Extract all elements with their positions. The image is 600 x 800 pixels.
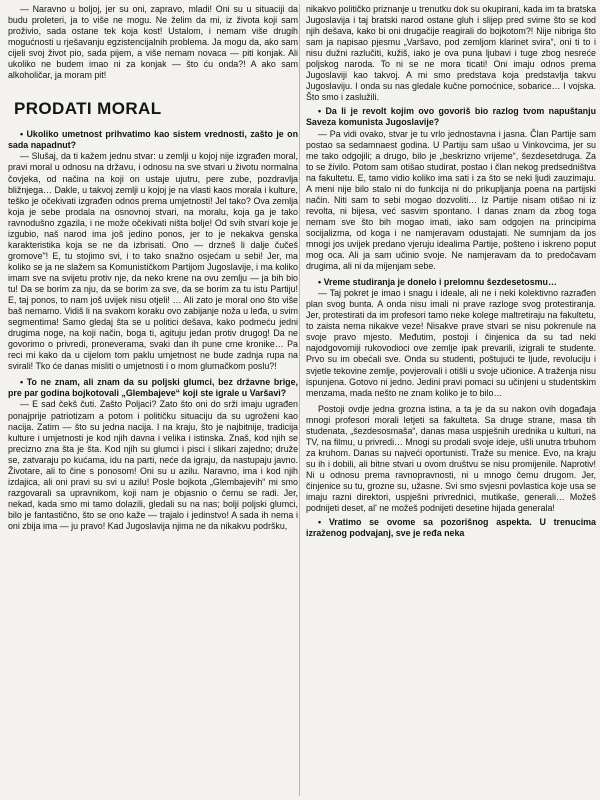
left-column <box>8 4 298 796</box>
right-column <box>306 4 596 796</box>
question-3: • Da li je revolt kojim ovo govoriš bio razlog tvom napuštanju Saveza komunista Jugoslavije? <box>306 106 596 128</box>
section-heading: PRODATI MORAL <box>14 99 162 119</box>
answer-1: — Slušaj, da ti kažem jednu stvar: u zemlji u kojoj nije izgrađen moral, pravi moral u odnosu na državu, i odnosu na sve stvari u životu normalna čovjeka, od načina na koji on ustaje ujutru, pere zube, pozdravlja bližnjega… Dakle, u takvoj zemlji u kojoj je na vlasti kaos morala i kulture, teško je očekivati izgrađen odnos prema umjetnosti! Jel tako? Ova zemlja koja je sebe prodala na osnovnoj stvari, na moralu, koja ga je tako ravnodušno zgazila, i ne može očekivati ništa bolje! Od svih stvari koje je izgubio, naš narod ima još jedino ponos, jer to je nekakva genska karakteristika koja se ne da izbrisati. Ono — drzneš li dalje čučeš gromove"! E, tu stojimo svi, i to tako snažno osjećam u sebi! Jer, ma koliko se ja ne slažem sa Komunističkom Partijom Jugoslavije, i ma koliko imam sve na svijetu protiv nje, da neko krene na ovu zemlju — ja bih bio tu! Da se borim za nju, da se borim za sve, da se borim za tu istu Partiju! E, taj ponos, to nam još uvijek nisu otjeli! … Ali zato je moral ono što više baš nemamo. Vidiš li na svakom koraku ovo zabijanje noža u leđa, u svim segmentima! Samo gledaj šta se u politici dešava, kako podmeću jedni drugima noge, na koji način, boga ti, agituju jedan protiv drugog! Da ne govorimo o privredi, proneverama, svaki dan ih pune crne kronike… Pa reci mi kako da u cijelom tom paklu umjetnost ne bude zadnja rupa na svirali! Tko će danas misliti o umjetnosti i o mom glumačkom poslu?! <box>8 151 298 372</box>
intro-paragraph: — Naravno u boljoj, jer su oni, zapravo, mladi! Oni su u situaciji da budu proleteri, ja to više ne mogu. Ne želim da mi, iz života koji sam proživio, sada ostane tek koja kost! Ustalom, i nemam više drugih mogućnosti u rješavanju egzistencijalnih problema. Ja mogu da, ako sam cijeli svoj život pio, sada pijem, a više nemam novaca — piti konjak. Ali ukoliko ne budem imao ni za konjak — što ću onda?! A ako sam alkoholičar, ja moram pit! <box>8 4 298 81</box>
answer-4-continued: Postoji ovdje jedna grozna istina, a ta je da su nakon ovih događaja mnogi profesori morali letjeti sa fakulteta. Sa druge strane, masa tih studenata, „šezdesosmaša“, danas masa uspješnih urednika u kulturi, na TV, na filmu, u privredi… Mnogi su prodali svoje ideje, ušli unutra trbuhom za kruhom. Danas su najveći oportunisti. Traže su menice. Evo, na kraju su ih i dobili, ali bitne stvari u ovom društvu se nisu promijenile. Naprotiv! Ni u odnosu prema ravnopravnosti, ni u mnogo čemu drugom. Jer, činjenice su tu, grozne su, užasne. Svi smo svjesni povlastica koje usa se imaju razni direktori, uspješni privrednici, mutikaše, generali… Možeš podnijeti deset, al' ne možeš podnijeti desetine hijada generala! <box>306 403 596 514</box>
answer-4: — Taj pokret je imao i snagu i ideale, ali ne i neki kolektivno razrađen plan svog bunta. A onda nisu imali ni prave razloge svog protestiranja. Jer, protestirati da im profesori tamo neke kolege maltretiraju na fakultetu, to zaista nema nikakve veze! Nisakve prave stvari se nisu pokrenule na svoje pravo mjesto. Međutim, postoji i činjenica da su tad neki najodgovorniji rukovodioci ove zemlje ipak prevarili, izigrali te studente. Prvo su im obećali sve. Onda su studenti, poštujući te ljude, revoluciju i svjetle tekovine zemlje, povjerovali i otišli u svoje učionice. A traženja nisu ispunjena. Gotovo ni jedno. Jedini pravi pomaci su učinjeni u studentskim menzama, mada nešto ne znam koliko je to bilo… <box>306 288 596 398</box>
question-4: • Vreme studiranja je donelo i prelomnu šezdesetosmu… <box>318 277 557 288</box>
column-divider <box>299 4 300 796</box>
question-5: • Vratimo se ovome sa pozorišnog aspekta. U trenucima izraženog podvajanj, sve je ređa neka <box>306 517 596 539</box>
answer-2: — E sad čekš čuti. Zašto Poljaci? Zato što oni do srži imaju ugrađen ponajprije patriotizam a potom i političku situaciju da su ugroženi kao nacija. Zatim — što su jedna nacija. I na kraju, što je najbitnije, tradicija kulture i umjetnosti je kod njih davna i velika i istinska. Znaš, kod njih se precizno zna šta je šta. Kod njih su glumci i pisci i slikari zajedno; druže se, zatvaraju po kućama, idu na parti, neće da igraju, da nastupaju javno. Životare, ali to čine s ponosom! Oni su u azilu. Naravno, ima i kod njih izdajica, ali oni pravi su svi u azilu! Posle bojkota „Glembajevih“ mi smo razgovarali sa upravnikom, koji nam je objasnio o čemu se radi. Jer, nekad, kada smo mi tamo dolazili, gledali su na nas; bolji poljski glumci, bilo je fantastično, što se ono kaže — trajalo i jedinstvo! A sada ih nema i oni zbija ima — ju pravo! Kad Jugoslavija njima ne da nikakvu podršku, <box>8 399 298 531</box>
continued-paragraph: nikakvo političko priznanje u trenutku dok su okupirani, kada im ta bratska Jugoslavija i taj bratski narod ostane gluh i slijep pred svime što se kod njih dešava, kako bi oni drugačije reagirali do bojkotom?! Nije nibriga što sam ja napisao pjesmu „Varšavo, pod zemljom klarinet svira“, oni ti to i nisu dužni razlučiti, kužiš, iako je ova puna ljubavi i tuge zbog nesreće poljskog naroda. To ni se ne mora ticati! Oni imaju odnos prema Jugoslaviji kao takvoj. A mi smo predstava koja predstavlja takvu Jugoslaviju. I onda su nas gledale kučne pomoćnice, sobarice… I vojska. Što smo i zaslužili. <box>306 4 596 103</box>
answer-3: — Pa vidi ovako, stvar je tu vrlo jednostavna i jasna. Član Partije sam postao sa sedamnaest godina. U Partiju sam ušao u Vinkovcima, jer su me tako odgojili; a drugo, bilo je „beskrizno vrijeme“, šezdesetdruga. Za to se živilo. Potom sam otišao studirat, postao i član nekog predsedništva na fakultetu. E, tamo vidio koliko ima sati i za što se neki ljudi zauzimaju. A meni nije bilo stalo ni do funkcija ni do prikupljanja poena na partijski način. Niti sam to sebi mogao dozvoliti… Iz Partije nisam otišao ni iz revolta, ni bijesa, već sasvim spontano. I danas znam da zbog toga nemam sve što bih mogao imati, iako sam odgojen na principima socijalizma, od koga i ne namjeravam odustajati. Ne sumnjam da jos mnogi jos uvijek predano vjeruju idealima Partije, pošteno i iskreno poput mog oca. Ali ja sam učinio svoje. Ne namjeravam da to predočavam drugima, ali ni da mijenjam sebe. <box>306 128 596 272</box>
question-1: • Ukoliko umetnost prihvatimo kao sistem vrednosti, zašto je on sada napadnut? <box>8 129 298 151</box>
question-2: • To ne znam, ali znam da su poljski glumci, bez državne brige, pre par godina bojkotovali „Glembajeve“ koji ste igrale u Varšavi? <box>8 377 298 399</box>
